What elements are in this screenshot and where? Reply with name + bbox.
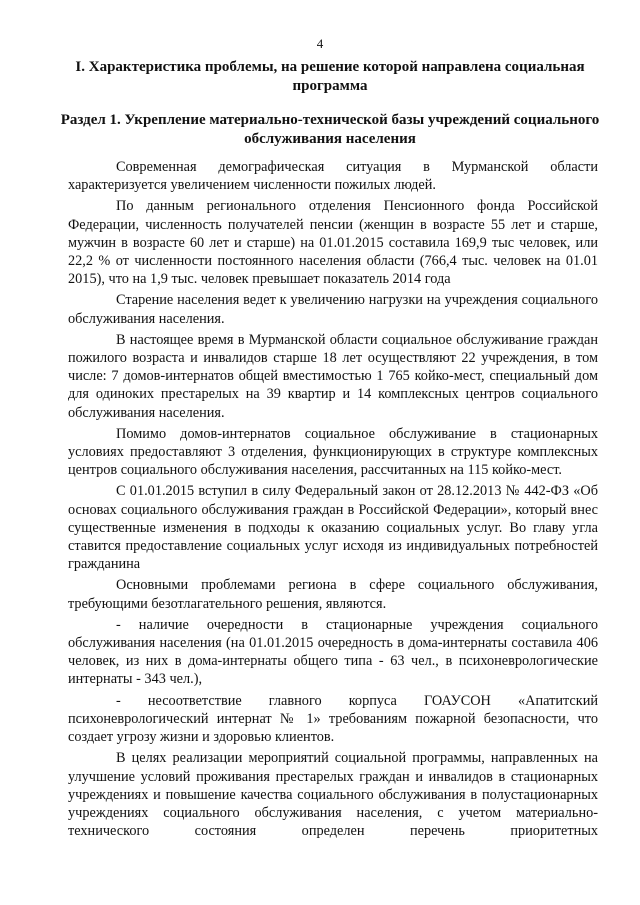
paragraph: В настоящее время в Мурманской области социальное обслуживание граждан пожилого возраста и инвалидов старше 18 лет осуществляют 22 учреждения, в том числе: 7 домов-интернатов общей вместимостью 1 765 койко-мест, специальный дом для одиноких престарелых на 39 квартир и 14 комплексных центров социального обслуживания населения. bbox=[68, 331, 598, 421]
body-text bbox=[68, 158, 598, 843]
paragraph: В целях реализации мероприятий социальной программы, направленных на улучшение условий проживания престарелых граждан и инвалидов в стационарных учреждениях и повышение качества социального обслуживания в полустационарных учреждениях социального обслуживания населения, с учетом материально-технического состояния определен перечень приоритетных bbox=[68, 750, 598, 840]
page-number: 4 bbox=[316, 36, 324, 51]
chapter-heading: I. Характеристика проблемы, на решение которой направлена социальная программа bbox=[75, 59, 585, 94]
paragraph: Старение населения ведет к увеличению нагрузки на учреждения социального обслуживания населения. bbox=[68, 292, 598, 327]
paragraph: Помимо домов-интернатов социальное обслуживание в стационарных условиях предоставляют 3 отделения, функционирующих в структуре комплексных центров социального обслуживания населения, рассчитанных на 115 койко-мест. bbox=[68, 425, 598, 479]
list-item: - наличие очередности в стационарные учреждения социального обслуживания населения (на 01.01.2015 очередность в дома-интернаты составила 406 человек, из них в дома-интернаты общего типа - 63 чел., в психоневрологические интернаты - 343 чел.), bbox=[68, 616, 598, 688]
paragraph: По данным регионального отделения Пенсионного фонда Российской Федерации, численность получателей пенсии (женщин в возрасте 55 лет и старше, мужчин в возрасте 60 лет и старше) на 01.01.2015 составила 169,9 тыс человек, или 22,2 % от численности постоянного населения области (766,4 тыс. человек на 01.01 2015), что на 1,9 тыс. человек превышает показатель 2014 года bbox=[68, 198, 598, 288]
paragraph: Современная демографическая ситуация в Мурманской области характеризуется увеличением численности пожилых людей. bbox=[68, 159, 598, 194]
paragraph: С 01.01.2015 вступил в силу Федеральный закон от 28.12.2013 № 442-ФЗ «Об основах социального обслуживания граждан в Российской Федерации», который внес существенные изменения в подходы к оказанию социальных услуг. Во главу угла ставится предоставление социальных услуг исходя из индивидуальных потребностей гражданина bbox=[68, 483, 598, 573]
list-item: - несоответствие главного корпуса ГОАУСОН «Апатитский психоневрологический интернат № 1» требованиям пожарной безопасности, что создает угрозу жизни и здоровью клиентов. bbox=[68, 692, 598, 746]
section-heading: Раздел 1. Укрепление материально-технической базы учреждений социального обслуживания населения bbox=[60, 112, 600, 147]
paragraph: Основными проблемами региона в сфере социального обслуживания, требующими безотлагательного решения, являются. bbox=[68, 577, 598, 612]
